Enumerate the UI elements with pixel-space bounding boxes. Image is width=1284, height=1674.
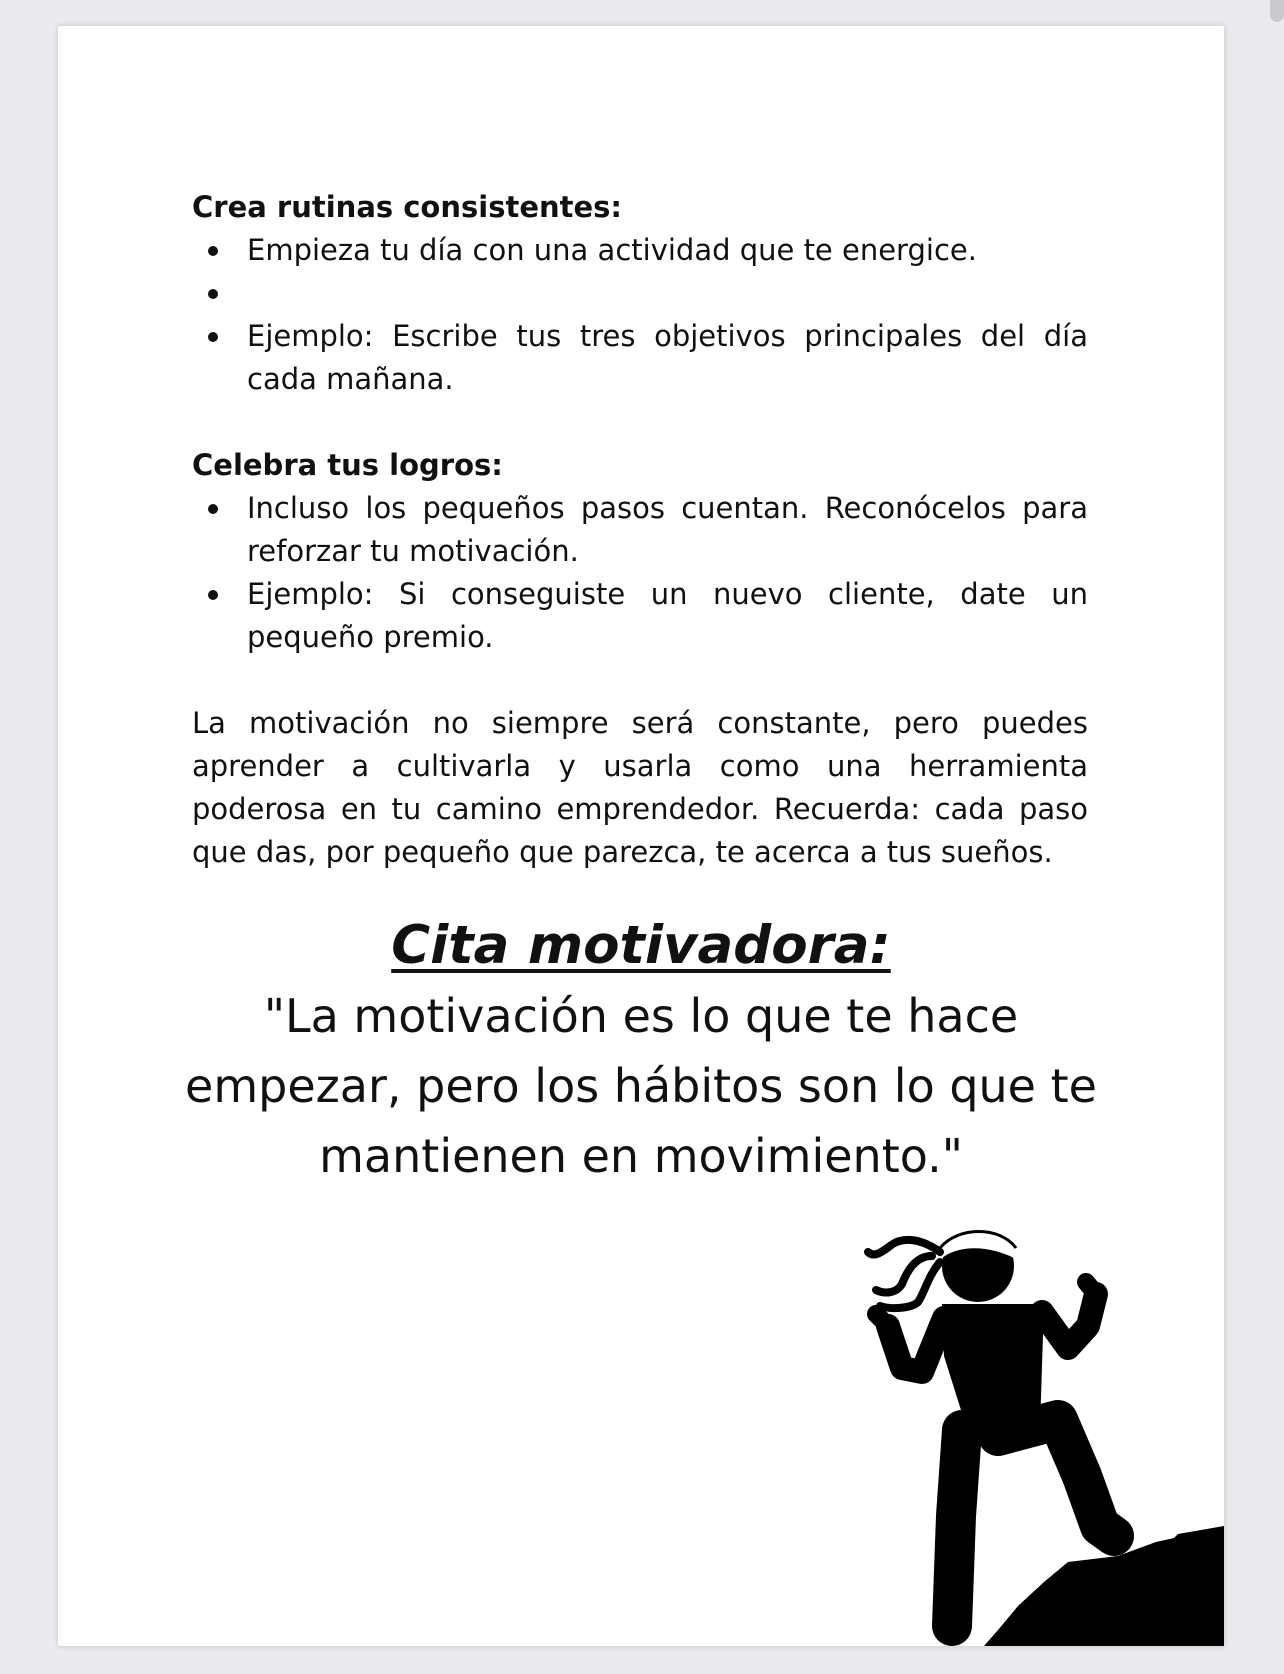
list-spacer	[192, 272, 1088, 315]
section-heading-achievements: Celebra tus logros:	[192, 448, 503, 482]
closing-paragraph: La motivación no siempre será constante, pero puedes aprender a cultivarla y usarla como una herramienta poderosa en tu camino emprendedor. Recuerda: cada paso que das, por pequeño que parezca, te acerca a tus sueños.	[192, 706, 1088, 869]
list-item: Incluso los pequeños pasos cuentan. Reconócelos para reforzar tu motivación.	[192, 487, 1088, 573]
spacer	[192, 401, 1088, 444]
page-content	[192, 186, 1088, 874]
achievements-bullet-list	[192, 487, 1088, 659]
list-item: Ejemplo: Escribe tus tres objetivos principales del día cada mañana.	[192, 315, 1088, 401]
section-heading-routines: Crea rutinas consistentes:	[192, 190, 623, 224]
scrollbar-thumb[interactable]	[1270, 0, 1284, 22]
routines-bullet-list	[192, 229, 1088, 401]
list-item: Empieza tu día con una actividad que te energice.	[192, 229, 1088, 272]
quote-block	[58, 911, 1224, 1191]
climber-icon	[818, 1186, 1224, 1646]
spacer	[192, 659, 1088, 702]
document-page	[58, 26, 1224, 1646]
quote-title: Cita motivadora:	[391, 915, 891, 976]
quote-text: "La motivación es lo que te hace empezar, pero los hábitos son lo que te mantienen en movimiento."	[185, 989, 1097, 1183]
list-item: Ejemplo: Si conseguiste un nuevo cliente, date un pequeño premio.	[192, 573, 1088, 659]
